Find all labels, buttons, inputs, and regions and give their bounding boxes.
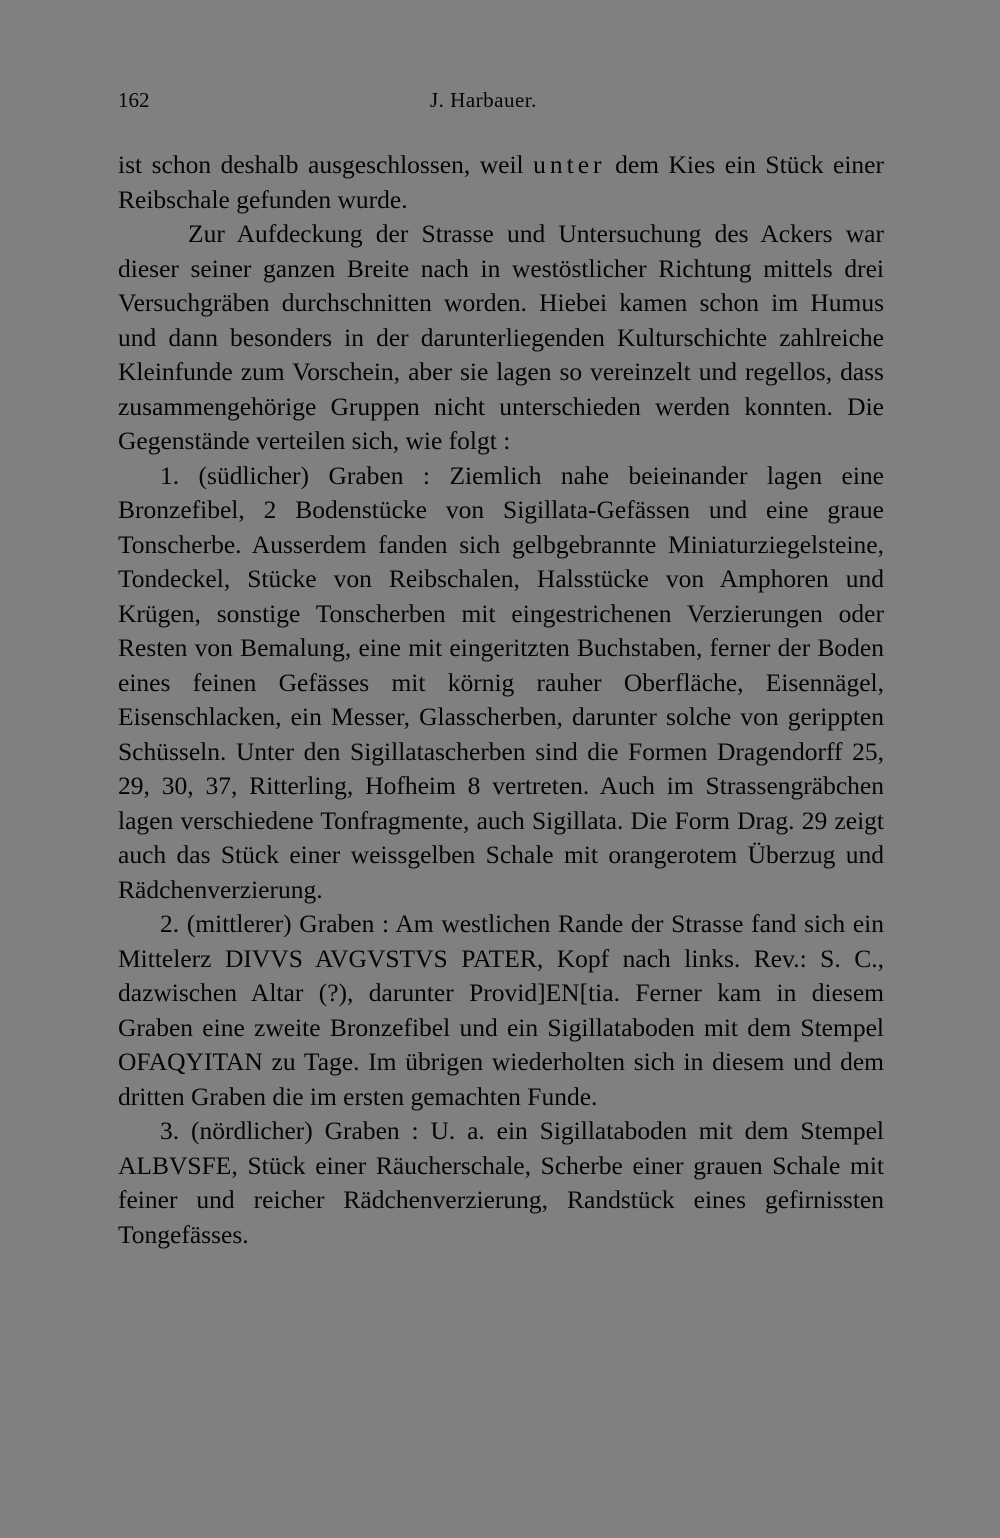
paragraph-continuation xyxy=(118,148,884,217)
paragraph-middle-trench: 2. (mittlerer) Graben : Am westlichen Rande der Strasse fand sich ein Mittelerz DIVVS AVGVSTVS PATER, Kopf nach links. Rev.: S. C., dazwischen Altar (?), darunter Provid]EN[tia. Ferner kam in diesem Graben eine zweite Bronzefibel und ein Sigillataboden mit dem Stempel OFAQYITAN zu Tage. Im übrigen wiederholten sich in diesem und dem dritten Graben die im ersten gemachten Funde. xyxy=(118,909,884,1111)
page-number: 162 xyxy=(118,88,150,112)
paragraph-text: ist schon deshalb ausgeschlossen, weil xyxy=(118,150,534,179)
body-text xyxy=(118,148,884,1252)
paragraph-northern-trench: 3. (nördlicher) Graben : U. a. ein Sigillataboden mit dem Stempel ALBVSFE, Stück einer Räucherschale, Scherbe einer grauen Schale mit feiner und reicher Rädchenverzierung, Randstück eines gefirnissten Tongefässes. xyxy=(118,1116,884,1249)
running-head: J. Harbauer. xyxy=(430,88,537,112)
paragraph-text: dem Kies ein Stück einer Reibschale gefunden wurde. xyxy=(118,150,884,214)
emphasized-word: unter xyxy=(533,150,606,179)
paragraph-excavation: Zur Aufdeckung der Strasse und Untersuchung des Ackers war dieser seiner ganzen Breite nach in westöstlicher Richtung mittels drei Versuchgräben durchschnitten worden. Hiebei kamen schon im Humus und dann besonders in der darunterliegenden Kulturschichte zahlreiche Kleinfunde zum Vorschein, aber sie lagen so vereinzelt und regellos, dass zusammengehörige Gruppen nicht unterschieden werden konnten. Die Gegenstände verteilen sich, wie folgt : xyxy=(118,219,884,455)
page-header xyxy=(118,88,884,118)
paragraph-southern-trench: 1. (südlicher) Graben : Ziemlich nahe beieinander lagen eine Bronzefibel, 2 Bodenstücke von Sigillata-Gefässen und eine graue Tonscherbe. Ausserdem fanden sich gelbgebrannte Miniaturziegelsteine, Tondeckel, Stücke von Reibschalen, Halsstücke von Amphoren und Krügen, sonstige Tonscherben mit eingestrichenen Verzierungen oder Resten von Bemalung, eine mit eingeritzten Buchstaben, ferner der Boden eines feinen Gefässes mit körnig rauher Oberfläche, Eisennägel, Eisenschlacken, ein Messer, Glasscherben, darunter solche von gerippten Schüsseln. Unter den Sigillatascherben sind die Formen Dragendorff 25, 29, 30, 37, Ritterling, Hofheim 8 vertreten. Auch im Strassengräbchen lagen verschiedene Tonfragmente, auch Sigillata. Die Form Drag. 29 zeigt auch das Stück einer weissgelben Schale mit orangerotem Überzug und Rädchenverzierung. xyxy=(118,460,884,904)
